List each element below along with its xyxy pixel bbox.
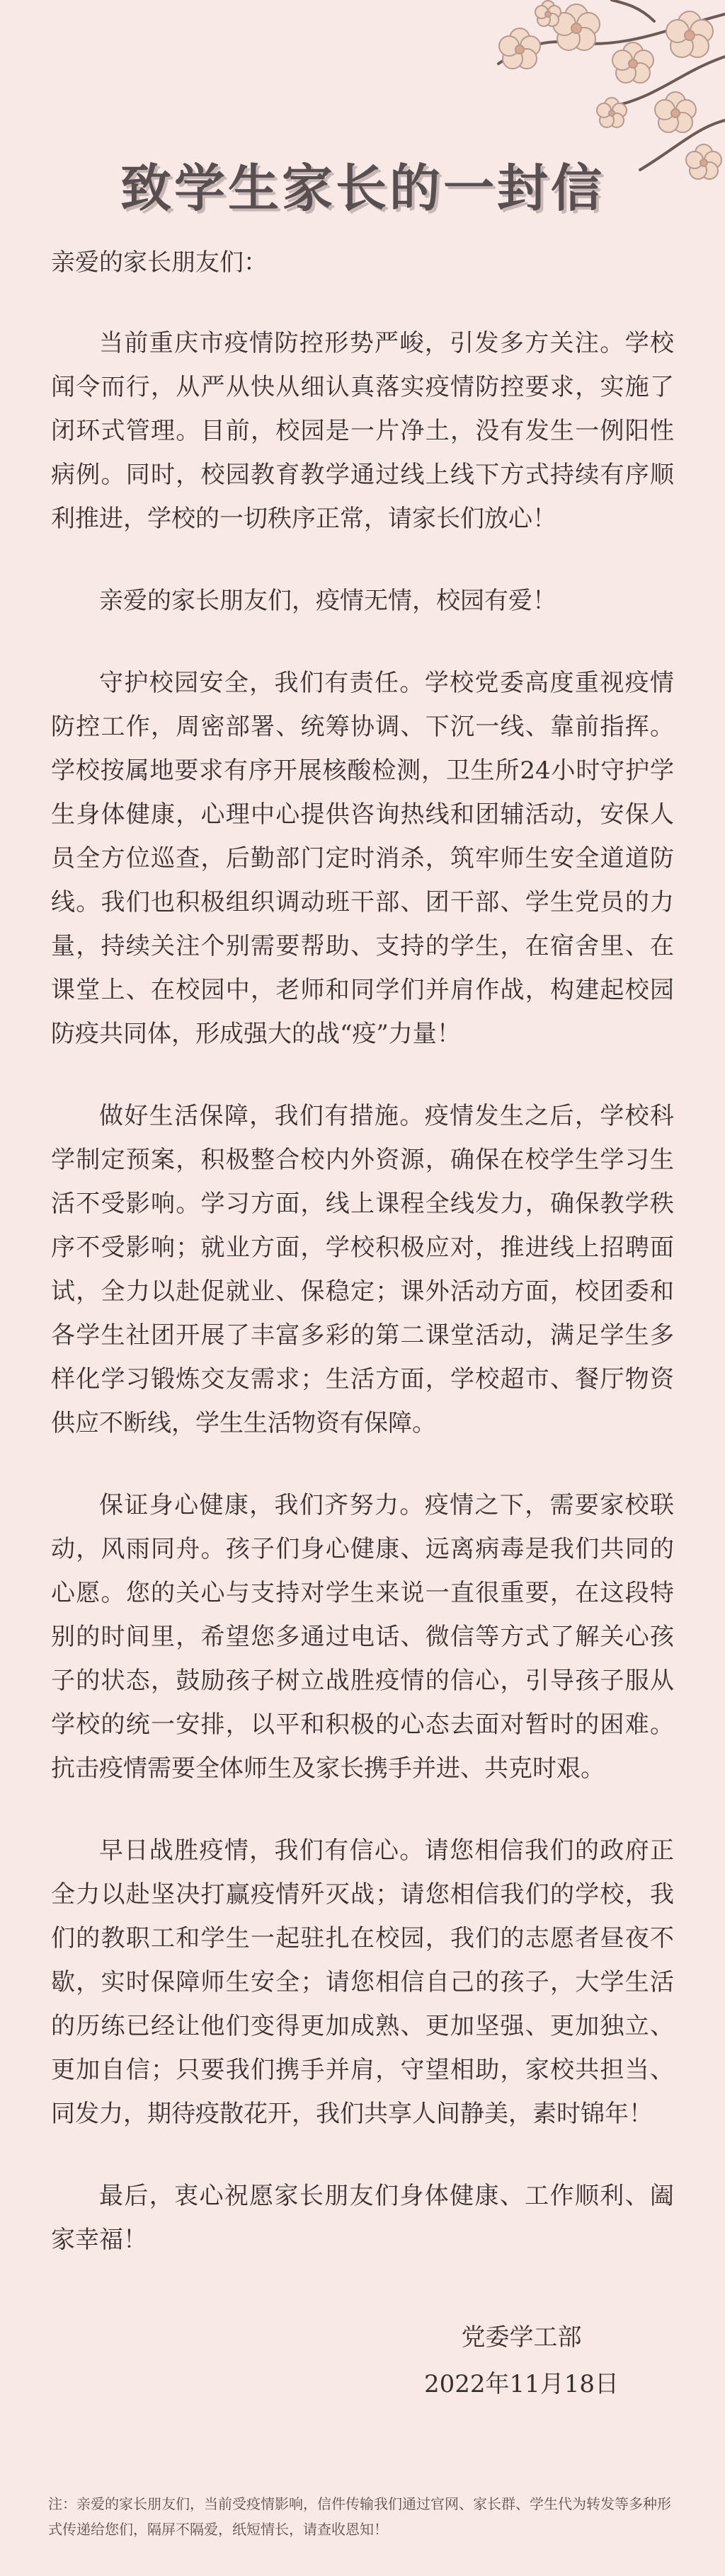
- letter-greeting: 亲爱的家长朋友们：: [51, 248, 268, 277]
- letter-title: 致学生家长的一封信: [120, 159, 605, 218]
- paragraph-4: 做好生活保障，我们有措施。疫情发生之后，学校科学制定预案，积极整合校内外资源，确保在校学生学习生活不受影响。学习方面，线上课程全线发力，确保教学秩序不受影响；就业方面，学校积极应对，推进线上招聘面试，全力以赴促就业、保稳定；课外活动方面，校团委和各学生社团开展了丰富多彩的第二课堂活动，满足学生多样化学习锻炼交友需求；生活方面，学校超市、餐厅物资供应不断线，学生生活物资有保障。: [51, 1102, 674, 1437]
- paragraph-6: 早日战胜疫情，我们有信心。请您相信我们的政府正全力以赴坚决打赢疫情歼灭战；请您相信我们的学校，我们的教职工和学生一起驻扎在校园，我们的志愿者昼夜不歇，实时保障师生安全；请您相信自己的孩子，大学生活的历练已经让他们变得更加成熟、更加坚强、更加独立、更加自信；只要我们携手并肩，守望相助，家校共担当、同发力，期待疫散花开，我们共享人间静美，素时锦年！: [51, 1836, 674, 2128]
- paragraph-2: 亲爱的家长朋友们，疫情无情，校园有爱！: [99, 587, 556, 615]
- signature-org: 党委学工部: [461, 2323, 582, 2352]
- paragraph-7: 最后，衷心祝愿家长朋友们身体健康、工作顺利、阖家幸福！: [51, 2182, 674, 2254]
- paragraph-5: 保证身心健康，我们齐努力。疫情之下，需要家校联动，风雨同舟。孩子们身心健康、远离病毒是我们共同的心愿。您的关心与支持对学生来说一直很重要，在这段特别的时间里，希望您多通过电话、微信等方式了解关心孩子的状态，鼓励孩子树立战胜疫情的信心，引导孩子服从学校的统一安排，以平和积极的心态去面对暂时的困难。抗击疫情需要全体师生及家长携手并进、共克时艰。: [51, 1491, 674, 1783]
- letter-body: [51, 241, 674, 2300]
- paragraph-1: 当前重庆市疫情防控形势严峻，引发多方关注。学校闻令而行，从严从快从细认真落实疫情防控要求，实施了闭环式管理。目前，校园是一片净土，没有发生一例阳性病例。同时，校园教育教学通过线上线下方式持续有序顺利推进，学校的一切秩序正常，请家长们放心！: [51, 329, 674, 533]
- footnote: 注：亲爱的家长朋友们，当前受疫情影响，信件传输我们通过官网、家长群、学生代为转发等多种形式传递给您们，隔屏不隔爱，纸短情长，请查收恩知！: [48, 2495, 671, 2538]
- signature-block: [424, 2314, 619, 2408]
- signature-date: 2022年11月18日: [423, 2370, 619, 2398]
- paragraph-3: 守护校园安全，我们有责任。学校党委高度重视疫情防控工作，周密部署、统筹协调、下沉一线、靠前指挥。学校按属地要求有序开展核酸检测，卫生所24小时守护学生身体健康，心理中心提供咨询热线和团辅活动，安保人员全方位巡查，后勤部门定时消杀，筑牢师生安全道道防线。我们也积极组织调动班干部、团干部、学生党员的力量，持续关注个别需要帮助、支持的学生，在宿舍里、在课堂上、在校园中，老师和同学们并肩作战，构建起校园防疫共同体，形成强大的战“疫”力量！: [51, 669, 674, 1048]
